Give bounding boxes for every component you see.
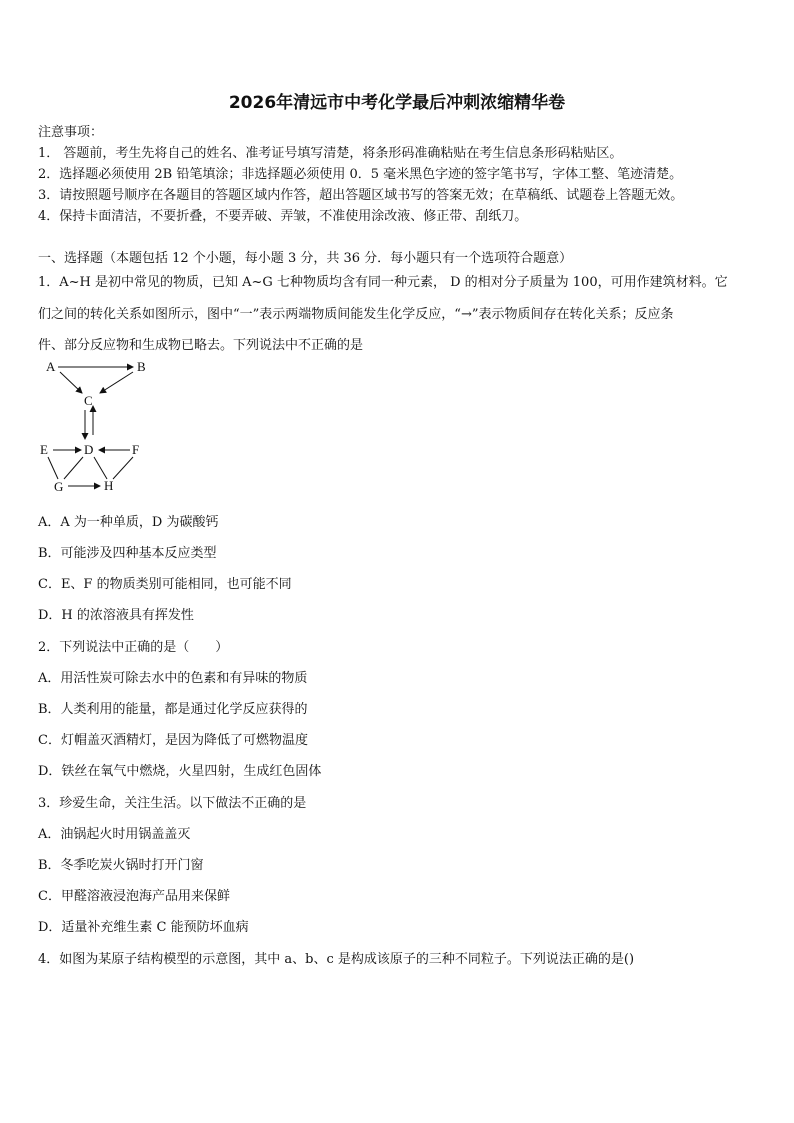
notice-item: 1． 答题前，考生先将自己的姓名、准考证号填写清楚，将条形码准确粘贴在考生信息条形码粘贴区。 bbox=[38, 146, 623, 161]
answer-option: D．H 的浓溶液具有挥发性 bbox=[38, 608, 194, 623]
node-a: A bbox=[46, 359, 56, 374]
node-f: F bbox=[132, 442, 140, 457]
notice-item: 2．选择题必须使用 2B 铅笔填涂；非选择题必须使用 0．5 毫米黑色字迹的签字笔书写，字体工整、笔迹清楚。 bbox=[38, 167, 683, 182]
arrow-a-to-c bbox=[60, 372, 82, 393]
node-g: G bbox=[54, 479, 64, 494]
node-d: D bbox=[84, 442, 94, 457]
answer-option: D．适量补充维生素 C 能预防坏血病 bbox=[38, 920, 249, 935]
question-stem: 3．珍爱生命，关注生活。以下做法不正确的是 bbox=[38, 796, 307, 811]
node-b: B bbox=[137, 359, 146, 374]
answer-option: C．甲醛溶液浸泡海产品用来保鲜 bbox=[38, 889, 230, 904]
answer-option: C．E、F 的物质类别可能相同，也可能不同 bbox=[38, 577, 292, 592]
question-stem: 4．如图为某原子结构模型的示意图，其中 a、b、c 是构成该原子的三种不同粒子。下列说法正确的是() bbox=[38, 952, 635, 967]
answer-option: A．用活性炭可除去水中的色素和有异味的物质 bbox=[38, 671, 308, 686]
question-stem: 们之间的转化关系如图所示，图中“一”表示两端物质间能发生化学反应，“→”表示物质间存在转化关系；反应条 bbox=[38, 307, 674, 322]
answer-option: B．可能涉及四种基本反应类型 bbox=[38, 546, 217, 561]
question-stem: 件、部分反应物和生成物已略去。下列说法中不正确的是 bbox=[38, 338, 364, 353]
answer-option: B．冬季吃炭火锅时打开门窗 bbox=[38, 858, 204, 873]
arrow-b-to-c bbox=[100, 372, 133, 393]
answer-option: A．油锅起火时用锅盖盖灭 bbox=[38, 827, 191, 842]
question-stem: 1．A~H 是初中常见的物质，已知 A~G 七种物质均含有同一种元素， D 的相对分子质量为 100，可用作建筑材料。它 bbox=[38, 275, 728, 290]
notice-heading: 注意事项： bbox=[38, 125, 104, 140]
question-stem: 2．下列说法中正确的是（ ） bbox=[38, 640, 229, 655]
answer-option: D．铁丝在氧气中燃烧，火星四射，生成红色固体 bbox=[38, 764, 322, 779]
section-heading: 一、选择题（本题包括 12 个小题，每小题 3 分，共 36 分．每小题只有一个选项符合题意） bbox=[38, 251, 573, 266]
answer-option: B．人类利用的能量，都是通过化学反应获得的 bbox=[38, 702, 308, 717]
page-title: 2026年清远市中考化学最后冲刺浓缩精华卷 bbox=[228, 93, 566, 113]
notice-item: 3．请按照题号顺序在各题目的答题区域内作答，超出答题区域书写的答案无效；在草稿纸、试题卷上答题无效。 bbox=[38, 188, 684, 203]
link-e-g bbox=[48, 457, 58, 479]
answer-option: C．灯帽盖灭酒精灯，是因为降低了可燃物温度 bbox=[38, 733, 308, 748]
link-g-d bbox=[64, 457, 83, 479]
node-e: E bbox=[40, 442, 48, 457]
answer-option: A．A 为一种单质，D 为碳酸钙 bbox=[38, 515, 219, 530]
notice-item: 4．保持卡面清洁，不要折叠，不要弄破、弄皱，不准使用涂改液、修正带、刮纸刀。 bbox=[38, 209, 528, 224]
link-h-f bbox=[113, 457, 133, 479]
link-d-h bbox=[94, 457, 107, 479]
node-c: C bbox=[84, 393, 93, 408]
node-h: H bbox=[104, 478, 114, 493]
conversion-diagram bbox=[38, 355, 168, 497]
